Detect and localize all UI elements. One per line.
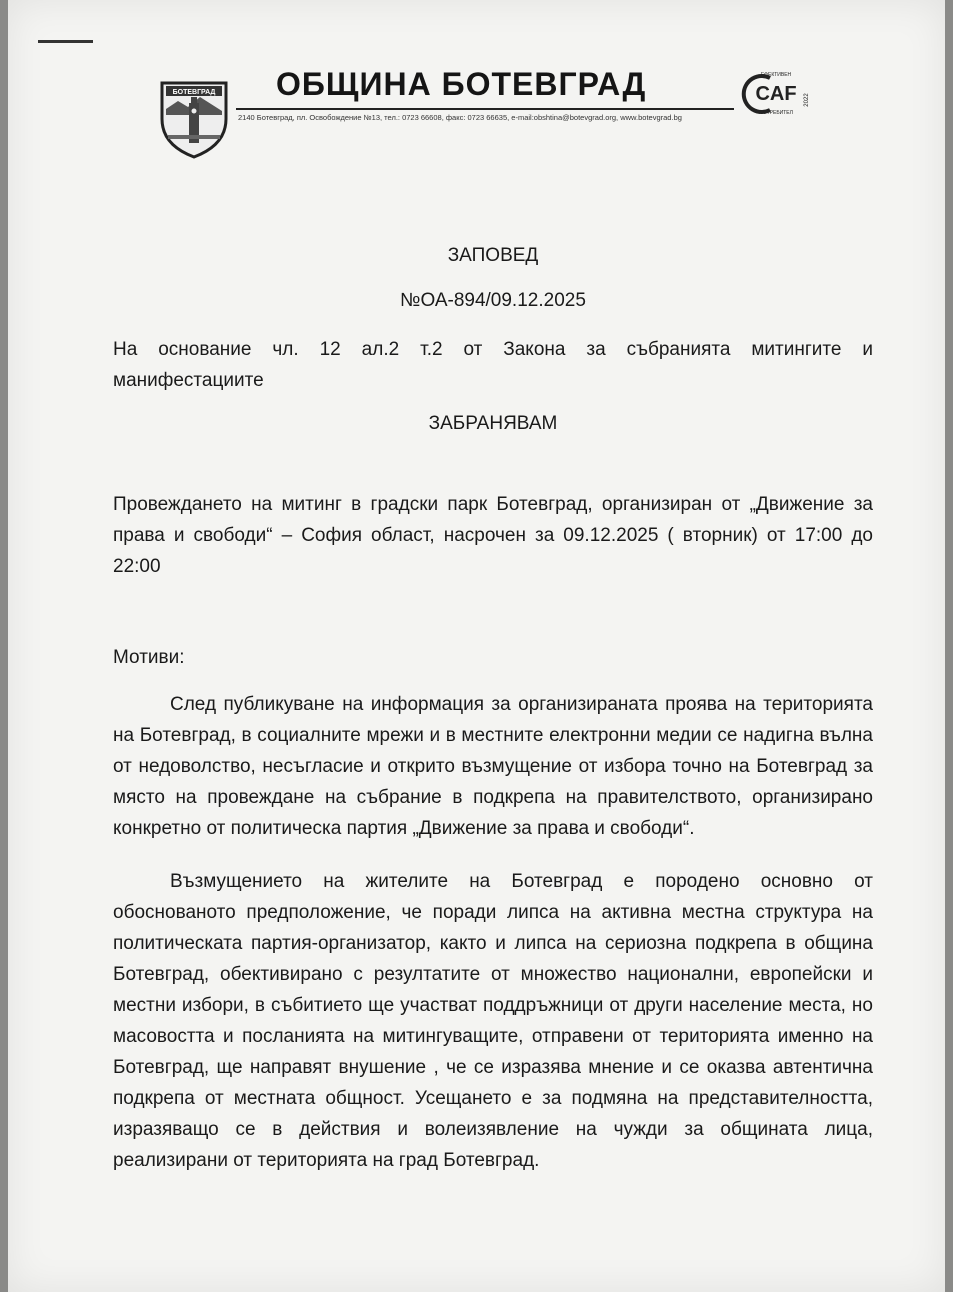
caf-year: 2022 <box>804 93 810 107</box>
legal-basis: На основание чл. 12 ал.2 т.2 от Закона за събранията митингите и манифестациите <box>113 339 873 391</box>
document-page <box>8 0 945 1292</box>
crest-text: БОТЕВГРАД <box>172 89 216 96</box>
caf-top-text: ЕФЕКТИВЕН <box>760 72 792 78</box>
motives-heading: Мотиви: <box>113 647 185 668</box>
municipality-title: ОБЩИНА БОТЕВГРАД <box>276 66 647 102</box>
caf-bottom-text: ПОТРЕБИТЕЛ <box>759 110 793 116</box>
order-body <box>113 240 873 1176</box>
caf-main-text: CAF <box>755 83 797 105</box>
caf-logo-icon <box>736 70 814 116</box>
municipal-crest-icon <box>158 75 230 159</box>
motive-paragraph-2: Възмущението на жителите на Ботевград е породено основно от обоснованото предположение, че поради липса на активна местна структура на политическата партия-организатор, както и липса на сериозна подкрепа в община Ботевград, обективирано с резултатите от множество национални, европейски и местни избори, в събитието ще участват поддръжници от други население места, но масовостта и посланията на митингуващите, отправени от територията именно на Ботевград, ще направят внушение , че се изразява мнение и се оказва автентична подкрепа от местната общност. Усещането е за подмяна на представителността, изразяващо се в действия и волеизявление на чужди за общината лица, реализирани от територията на град Ботевград. <box>113 871 873 1171</box>
scan-mark <box>38 40 93 43</box>
municipality-address: 2140 Ботевград, пл. Освобождение №13, тел.: 0723 66608, факс: 0723 66635, e-mail:obshtina@botevgrad.org, www.botevgrad.bg <box>238 113 682 122</box>
motive-paragraph-1: След публикуване на информация за организираната проява на територията на Ботевград, в социалните мрежи и в местните електронни медии се надигна вълна от недоволство, несъгласие и открито възмущение от избора точно на Ботевград за място на провеждане на събрание в подкрепа на правителството, организирано конкретно от политическа партия „Движение за права и свободи“. <box>113 694 873 839</box>
decision-heading: ЗАБРАНЯВАМ <box>428 413 558 434</box>
order-type: ЗАПОВЕД <box>447 245 539 266</box>
header-divider <box>236 108 734 110</box>
prohibited-action: Провеждането на митинг в градски парк Ботевград, организиран от „Движение за права и свободи“ – София област, насрочен за 09.12.2025 ( вторник) от 17:00 до 22:00 <box>113 494 873 577</box>
order-number: №ОА-894/09.12.2025 <box>400 290 586 311</box>
